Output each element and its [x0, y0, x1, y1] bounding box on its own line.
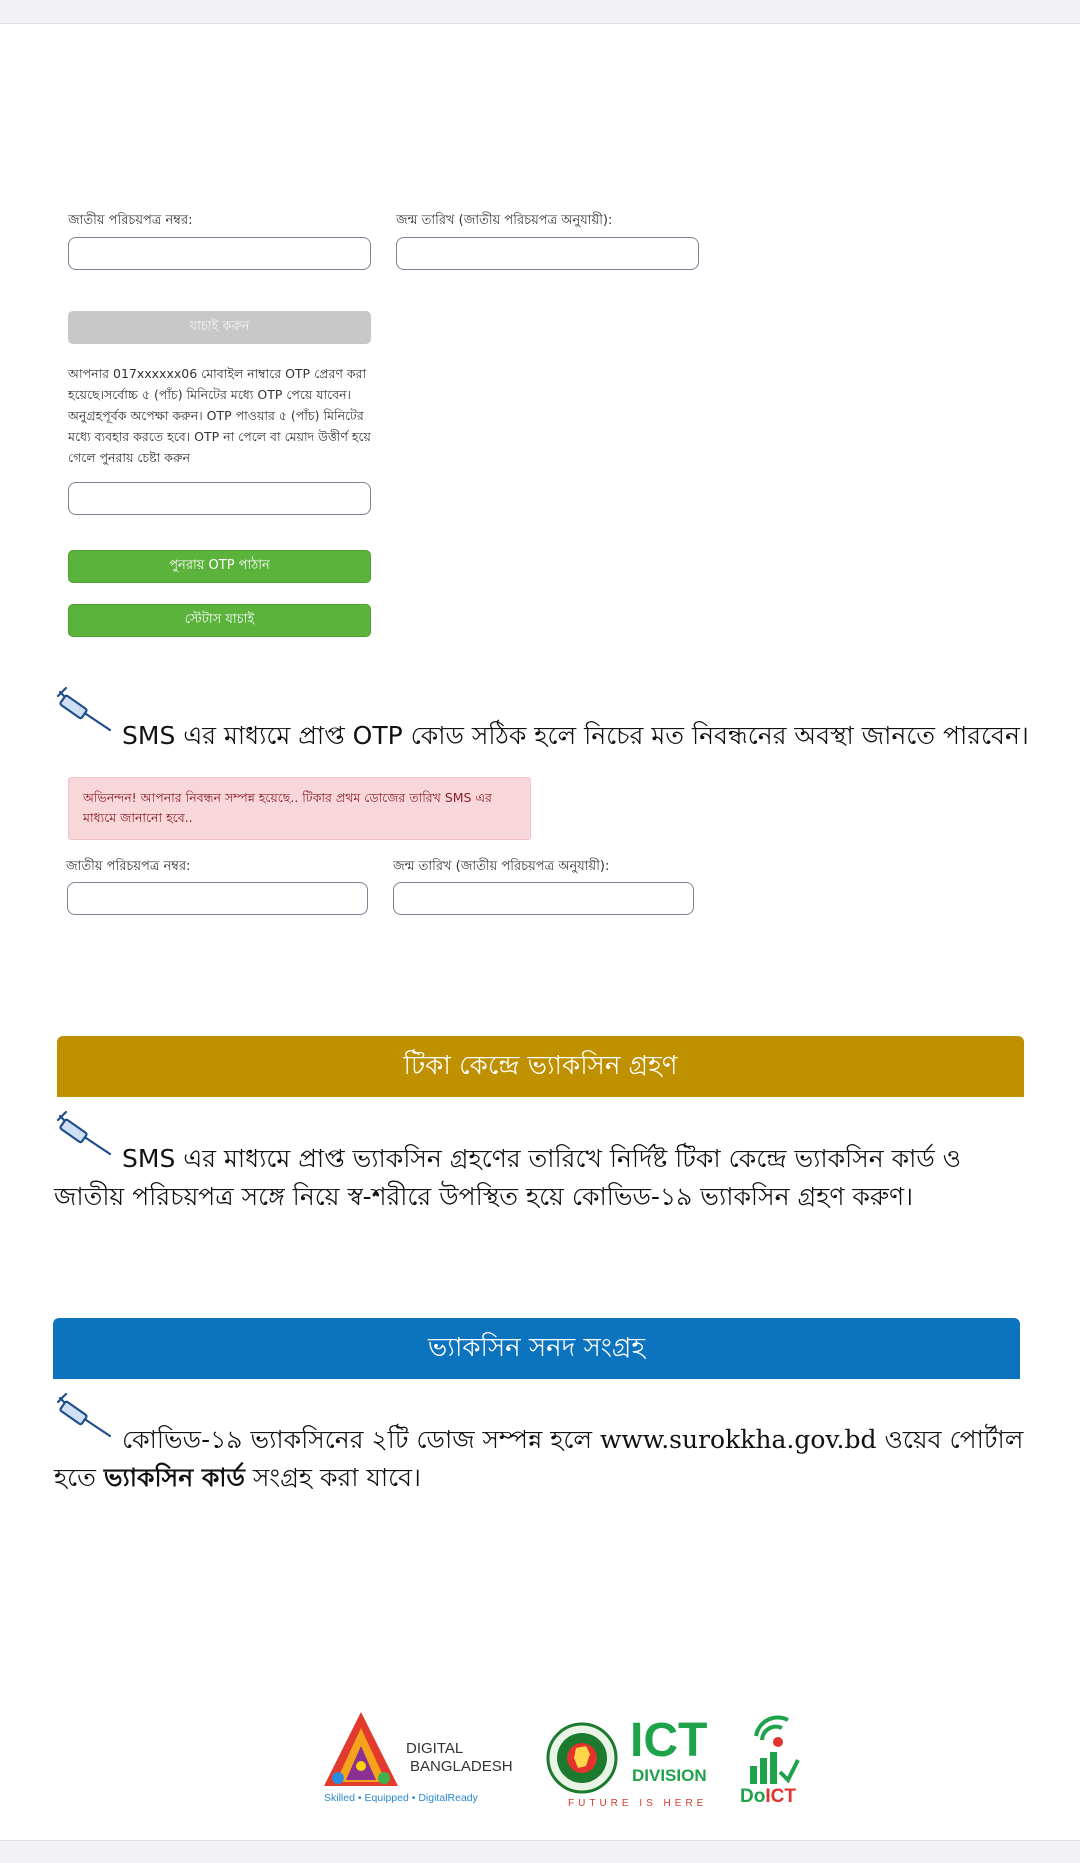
government-seal-icon: [546, 1722, 618, 1794]
logo-bangladesh: BANGLADESH: [410, 1758, 513, 1775]
success-alert: অভিনন্দন! আপনার নিবন্ধন সম্পন্ন হয়েছে.. টিকার প্রথম ডোজের তারিখ SMS এর মাধ্যমে জানানো হবে..: [68, 777, 531, 840]
future-tagline: FUTURE IS HERE: [568, 1798, 708, 1809]
certificate-text-part3: সংগ্রহ করা যাবে।: [252, 1463, 421, 1492]
status-step-text: SMS এর মাধ্যমে প্রাপ্ত OTP কোড সঠিক হলে নিচের মত নিবন্ধনের অবস্থা জানতে পারবেন।: [122, 721, 1029, 750]
dob-input-2[interactable]: [393, 882, 694, 915]
nid-input[interactable]: [68, 237, 371, 270]
vaccine-card-bold: ভ্যাকসিন কার্ড: [103, 1463, 245, 1492]
resend-otp-button[interactable]: পুনরায় OTP পাঠান: [68, 550, 371, 583]
division-wordmark: DIVISION: [632, 1766, 707, 1785]
logo-digital: DIGITAL: [406, 1740, 464, 1757]
tagline-digitalready: DigitalReady: [418, 1792, 478, 1804]
browser-bottom-bar: [0, 1840, 1080, 1863]
nid-label: জাতীয় পরিচয়পত্র নম্বর:: [68, 213, 193, 228]
tagline-equipped: Equipped: [364, 1792, 409, 1804]
tagline-skilled: Skilled: [324, 1792, 355, 1804]
digital-bangladesh-logo: DIGITAL BANGLADESH Skilled • Equipped • DigitalReady: [318, 1706, 528, 1806]
dob-label: জন্ম তারিখ (জাতীয় পরিচয়পত্র অনুযায়ী):: [396, 213, 613, 228]
otp-message: আপনার 017xxxxxx06 মোবাইল নাম্বারে OTP প্রেরণ করা হয়েছে।সর্বোচ্চ ৫ (পাঁচ) মিনিটের মধ্যে OTP পেয়ে যাবেন। অনুগ্রহপূর্বক অপেক্ষা করুন। OTP পাওয়ার ৫ (পাঁচ) মিনিটের মধ্যে ব্যবহার করতে হবে। OTP না পেলে বা মেয়াদ উত্তীর্ণ হয়ে গেলে পুনরায় চেষ্টা করুন: [68, 366, 371, 465]
ict-division-logo: [546, 1716, 726, 1808]
certificate-banner: ভ্যাকসিন সনদ সংগ্রহ: [53, 1318, 1020, 1379]
syringe-icon: [56, 686, 114, 734]
browser-top-bar: [0, 0, 1080, 24]
verify-button[interactable]: যাচাই করুন: [68, 311, 371, 344]
nid-label-2: জাতীয় পরিচয়পত্র নম্বর:: [66, 859, 191, 874]
nid-input-2[interactable]: [67, 882, 368, 915]
digital-bangladesh-mark: [318, 1708, 404, 1794]
certificate-text-part1: কোভিড-১৯ ভ্যাকসিনের ২টি ডোজ সম্পন্ন হলে: [122, 1425, 593, 1454]
signal-tower-icon: [744, 1710, 800, 1786]
ict-wordmark: ICT: [630, 1714, 708, 1767]
dob-label-2: জন্ম তারিখ (জাতীয় পরিচয়পত্র অনুযায়ী):: [393, 859, 610, 874]
vaccine-center-banner: টিকা কেন্দ্রে ভ্যাকসিন গ্রহণ: [57, 1036, 1024, 1097]
check-status-button[interactable]: স্টেটাস যাচাই: [68, 604, 371, 637]
doict-logo: [738, 1710, 808, 1810]
otp-input[interactable]: [68, 482, 371, 515]
doict-ict: ICT: [765, 1786, 796, 1807]
certificate-text-part2: ওয়েব পোর্টাল হতে: [54, 1425, 1024, 1492]
certificate-text: [54, 1421, 1029, 1497]
vaccine-center-text: SMS এর মাধ্যমে প্রাপ্ত ভ্যাকসিন গ্রহণের তারিখে নির্দিষ্ট টিকা কেন্দ্রে ভ্যাকসিন কার্ড ও জাতীয় পরিচয়পত্র সঙ্গে নিয়ে স্ব-শরীরে উপস্থিত হয়ে কোভিড-১৯ ভ্যাকসিন গ্রহণ করুণ।: [54, 1144, 962, 1211]
surokkha-link[interactable]: www.surokkha.gov.bd: [599, 1425, 877, 1454]
dob-input[interactable]: [396, 237, 699, 270]
doict-do: Do: [740, 1786, 766, 1807]
